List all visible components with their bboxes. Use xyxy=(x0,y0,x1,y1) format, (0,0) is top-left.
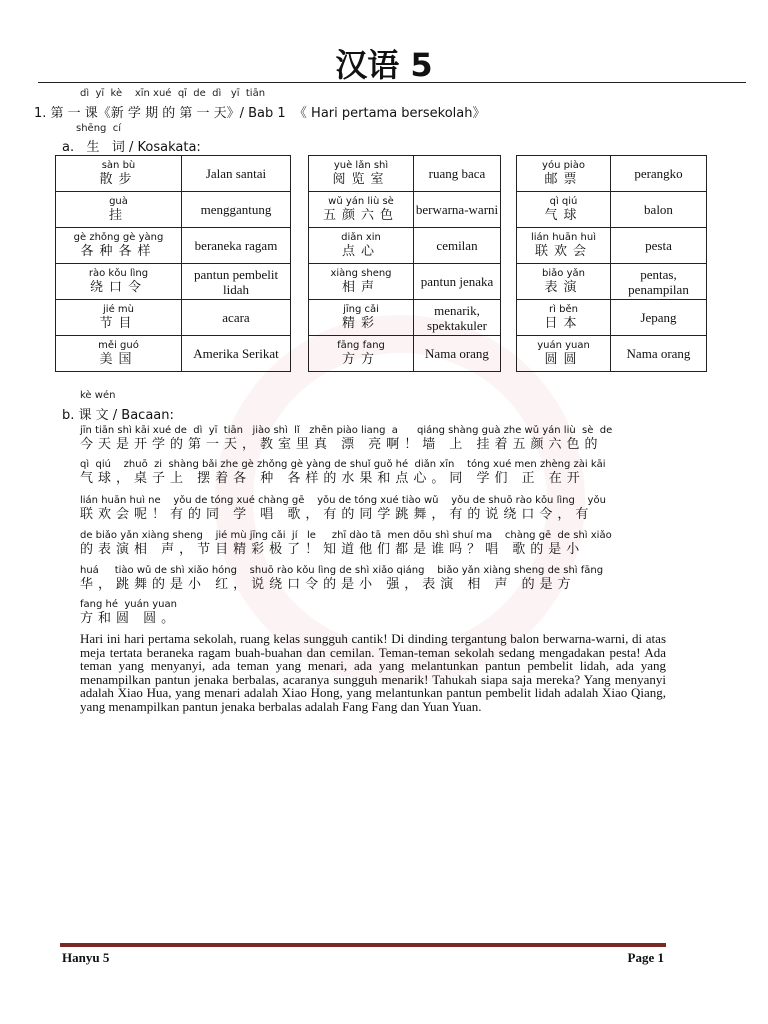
reading-line xyxy=(80,599,670,627)
vocab-table-1 xyxy=(55,155,291,372)
vocab-row xyxy=(56,300,291,336)
vocab-hanzi: 邮票 xyxy=(544,171,583,187)
vocab-row xyxy=(56,336,291,372)
reading-line-pinyin: huá tiào wǔ de shì xiǎo hóng shuō rào kǒu lìng de shì xiǎo qiáng biǎo yǎn xiàng sheng de shì fāng xyxy=(80,565,604,576)
vocab-meaning: ruang baca xyxy=(414,156,501,192)
vocab-hanzi: 阅览室 xyxy=(332,171,390,187)
vocab-row xyxy=(309,264,501,300)
reading-line xyxy=(80,565,670,593)
vocab-row xyxy=(309,192,501,228)
vocab-pinyin: lián huān huì xyxy=(531,231,596,243)
reading-label: b. 课 文 / Bacaan: xyxy=(62,408,174,423)
translation-paragraph: Hari ini hari pertama sekolah, ruang kelas sungguh cantik! Di dinding tergantung balon berwarna-warni, di atas meja tertata beraneka ragam buah-buahan dan cemilan. Teman-teman sekolah sedang mengadakan pesta! Ada teman yang menyanyi, ada teman yang menari, ada yang melantunkan pantun pembelit lidah, ada yang menampilkan pantun jenaka berbalas, acaranya sungguh menarik! Tahukah siapa saja mereka? Yang menyanyi adalah Xiao Hua, yang menari adalah Xiao Hong, yang melantunkan pantun pembelit lidah adalah Xiao Qiang, yang menampilkan pantun jenaka berbalas adalah Fang Fang dan Yuan Yuan. xyxy=(80,631,666,714)
reading-line xyxy=(80,530,670,558)
vocab-meaning: perangko xyxy=(611,156,707,192)
vocab-hanzi: 五颜六色 xyxy=(322,207,399,223)
vocab-pinyin: měi guó xyxy=(98,339,139,351)
vocab-pinyin: shēng cí xyxy=(76,123,122,134)
vocab-pinyin: rì běn xyxy=(549,303,578,315)
vocab-row xyxy=(56,264,291,300)
vocab-table-2 xyxy=(308,155,501,372)
vocab-row xyxy=(517,264,707,300)
vocab-row xyxy=(56,192,291,228)
vocab-pinyin: biǎo yǎn xyxy=(542,267,585,279)
chapter-pinyin: dì yī kè xīn xué qī de dì yī tiān xyxy=(80,88,266,99)
vocab-row xyxy=(309,228,501,264)
reading-line-hanzi: 联欢会呢！有的同 学 唱 歌，有的同学跳舞，有的说绕口令，有 xyxy=(80,507,594,522)
vocab-pinyin: jié mù xyxy=(103,303,134,315)
title-divider xyxy=(38,82,746,83)
vocab-pinyin: yuè lǎn shì xyxy=(333,159,389,171)
vocab-hanzi: 日本 xyxy=(544,315,583,331)
vocab-pinyin: fāng fang xyxy=(337,339,385,351)
vocab-meaning: Jepang xyxy=(611,300,707,336)
vocab-pinyin: gè zhǒng gè yàng xyxy=(73,231,164,243)
vocab-pinyin: rào kǒu lìng xyxy=(88,267,149,279)
reading-line-hanzi: 方和圆 圆。 xyxy=(80,611,180,626)
vocab-meaning: pantun jenaka xyxy=(414,264,501,300)
vocab-hanzi: 表演 xyxy=(544,279,583,295)
reading-line-pinyin: jīn tiān shì kāi xué de dì yī tiān jiào shì lǐ zhēn piào liang a qiáng shàng guà zhe wǔ yán liù sè de xyxy=(80,425,613,436)
reading-line-pinyin: qì qiú zhuō zi shàng bǎi zhe gè zhǒng gè yàng de shuǐ guǒ hé diǎn xīn tóng xué men zhèng zài kāi xyxy=(80,459,606,470)
vocab-hanzi: 圆圆 xyxy=(544,351,583,367)
reading-line-hanzi: 今天是开学的第一天，教室里真 漂 亮啊！墙 上 挂着五颜六色的 xyxy=(80,437,603,452)
vocab-row xyxy=(517,300,707,336)
vocab-meaning: Nama orang xyxy=(611,336,707,372)
reading-line xyxy=(80,425,670,453)
reading-line-hanzi: 华，跳舞的是小 红，说绕口令的是小 强，表演 相 声 的是方 xyxy=(80,577,576,592)
vocab-hanzi: 气球 xyxy=(544,207,583,223)
vocab-meaning: pentas, penampilan xyxy=(611,264,707,300)
reading-line-hanzi: 的表演相 声，节目精彩极了！知道他们都是谁吗？唱 歌的是小 xyxy=(80,542,585,557)
vocab-hanzi: 方方 xyxy=(341,351,380,367)
vocab-hanzi: 各种各样 xyxy=(80,243,157,259)
vocab-meaning: pesta xyxy=(611,228,707,264)
vocab-meaning: pantun pembelit lidah xyxy=(182,264,291,300)
vocab-hanzi: 节目 xyxy=(99,315,138,331)
vocab-meaning: berwarna-warni xyxy=(414,192,501,228)
vocab-pinyin: xiàng sheng xyxy=(330,267,392,279)
vocab-row xyxy=(309,300,501,336)
vocab-label: a. 生 词 / Kosakata: xyxy=(62,140,201,155)
vocab-meaning: Amerika Serikat xyxy=(182,336,291,372)
vocab-row xyxy=(517,228,707,264)
vocab-row xyxy=(517,192,707,228)
reading-pinyin: kè wén xyxy=(80,390,116,401)
reading-line-pinyin: lián huān huì ne yǒu de tóng xué chàng gē yǒu de tóng xué tiào wǔ yǒu de shuō rào kǒu lìng yǒu xyxy=(80,495,606,506)
footer-page-number: Page 1 xyxy=(627,950,664,965)
vocab-hanzi: 相声 xyxy=(341,279,380,295)
vocab-pinyin: yóu piào xyxy=(542,159,585,171)
reading-line-pinyin: fang hé yuán yuan xyxy=(80,599,177,610)
vocab-meaning: cemilan xyxy=(414,228,501,264)
vocab-meaning: menarik, spektakuler xyxy=(414,300,501,336)
vocab-hanzi: 点心 xyxy=(341,243,380,259)
vocab-pinyin: guà xyxy=(109,195,128,207)
vocab-hanzi: 绕口令 xyxy=(89,279,147,295)
vocab-row xyxy=(56,228,291,264)
vocab-pinyin: wǔ yán liù sè xyxy=(328,195,394,207)
reading-line xyxy=(80,459,670,487)
reading-text xyxy=(80,425,670,625)
vocab-meaning: Nama orang xyxy=(414,336,501,372)
vocab-pinyin: diǎn xin xyxy=(341,231,381,243)
vocab-pinyin: jīng cǎi xyxy=(343,303,379,315)
vocab-pinyin: yuán yuan xyxy=(537,339,590,351)
vocab-pinyin: qì qiú xyxy=(549,195,578,207)
vocab-row xyxy=(309,156,501,192)
vocab-hanzi: 联欢会 xyxy=(534,243,592,259)
footer-book-title: Hanyu 5 xyxy=(62,950,110,965)
vocab-row xyxy=(517,336,707,372)
vocab-meaning: balon xyxy=(611,192,707,228)
vocab-meaning: beraneka ragam xyxy=(182,228,291,264)
vocab-table-3 xyxy=(516,155,707,372)
vocab-hanzi: 精彩 xyxy=(341,315,380,331)
vocab-hanzi: 美国 xyxy=(99,351,138,367)
vocab-hanzi: 散步 xyxy=(99,171,138,187)
footer-divider xyxy=(60,943,666,947)
page-title: 汉语 5 xyxy=(335,46,433,84)
chapter-heading: 1. 第 一 课《新 学 期 的 第 一 天》/ Bab 1 《 Hari pertama bersekolah》 xyxy=(34,106,486,121)
vocab-meaning: Jalan santai xyxy=(182,156,291,192)
vocab-row xyxy=(56,156,291,192)
vocab-hanzi: 挂 xyxy=(108,207,128,223)
reading-line xyxy=(80,495,670,523)
vocab-pinyin: sàn bù xyxy=(101,159,136,171)
reading-line-pinyin: de biǎo yǎn xiàng sheng jié mù jīng cǎi jí le zhī dào tā men dōu shì shuí ma chàng gē de shì xiǎo xyxy=(80,530,612,541)
vocab-row xyxy=(309,336,501,372)
vocab-meaning: acara xyxy=(182,300,291,336)
vocab-meaning: menggantung xyxy=(182,192,291,228)
reading-line-hanzi: 气球，桌子上 摆着各 种 各样的水果和点心。同 学们 正 在开 xyxy=(80,471,585,486)
vocab-row xyxy=(517,156,707,192)
